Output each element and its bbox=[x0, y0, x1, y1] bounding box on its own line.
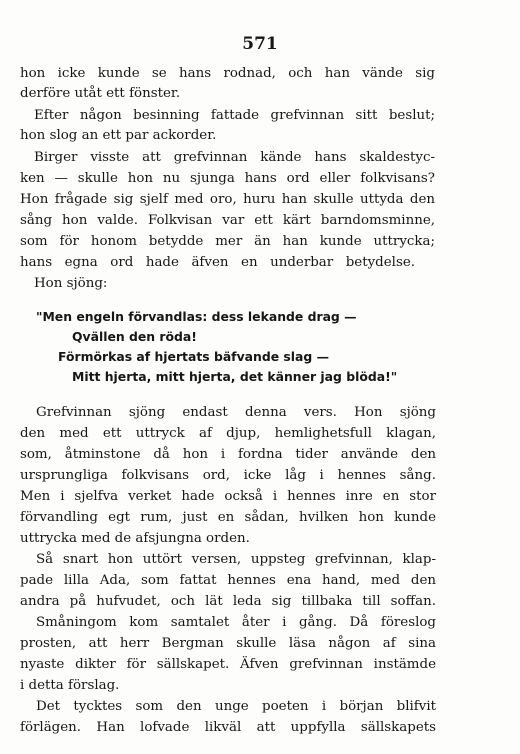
text-line: ursprungliga folkvisans ord, icke låg i hennes sång. bbox=[20, 468, 436, 483]
text-line: uttrycka med de afsjungna orden. bbox=[20, 531, 250, 546]
text-line: den med ett uttryck af djup, hemlighetsfull klagan, bbox=[20, 426, 436, 441]
verse-line: Förmörkas af hjertats bäfvande slag — bbox=[58, 349, 329, 364]
verse-line: Qvällen den röda! bbox=[72, 329, 197, 344]
text-line: pade lilla Ada, som fattat hennes ena hand, med den bbox=[20, 573, 436, 588]
text-line: som, åtminstone då hon i fordna tider använde den bbox=[20, 447, 436, 462]
text-line: hans egna ord hade äfven en underbar betydelse. bbox=[20, 255, 415, 270]
text-line: hon icke kunde se hans rodnad, och han vände sig bbox=[20, 66, 435, 81]
text-line: Men i sjelfva verket hade också i hennes inre en stor bbox=[20, 489, 436, 504]
text-line: sång hon valde. Folkvisan var ett kärt barndomsminne, bbox=[20, 213, 435, 228]
text-line: i detta förslag. bbox=[20, 678, 120, 693]
text-line: andra på hufvudet, och lät leda sig tillbaka till soffan. bbox=[20, 594, 436, 609]
text-line: Birger visste att grefvinnan kände hans skaldestyc- bbox=[34, 150, 435, 165]
verse-line: "Men engeln förvandlas: dess lekande drag — bbox=[36, 309, 357, 324]
text-line: som för honom betydde mer än han kunde uttrycka; bbox=[20, 234, 435, 249]
text-line: Efter någon besinning fattade grefvinnan sitt beslut; bbox=[34, 108, 435, 123]
text-line: Det tycktes som den unge poeten i början blifvit bbox=[36, 699, 436, 714]
text-line: förvandling egt rum, just en sådan, hvilken hon kunde bbox=[20, 510, 436, 525]
text-line: förlägen. Han lofvade likväl att uppfylla sällskapets bbox=[20, 720, 436, 735]
text-line: Så snart hon uttört versen, uppsteg grefvinnan, klap- bbox=[36, 552, 436, 567]
text-line: hon slog an ett par ackorder. bbox=[20, 128, 217, 143]
text-line: Hon frågade sig sjelf med oro, huru han skulle uttyda den bbox=[20, 192, 435, 207]
text-line: nyaste dikter för sällskapet. Äfven grefvinnan instämde bbox=[20, 657, 436, 672]
text-line: derföre utåt ett fönster. bbox=[20, 86, 181, 101]
text-line: Hon sjöng: bbox=[34, 276, 108, 291]
text-line: ken — skulle hon nu sjunga hans ord eller folkvisans? bbox=[20, 171, 435, 186]
text-line: Småningom kom samtalet åter i gång. Då föreslog bbox=[36, 615, 436, 630]
page-number: 571 bbox=[242, 34, 278, 54]
text-line: prosten, att herr Bergman skulle läsa någon af sina bbox=[20, 636, 436, 651]
verse-line: Mitt hjerta, mitt hjerta, det känner jag blöda!" bbox=[72, 369, 398, 384]
text-line: Grefvinnan sjöng endast denna vers. Hon sjöng bbox=[36, 405, 436, 420]
